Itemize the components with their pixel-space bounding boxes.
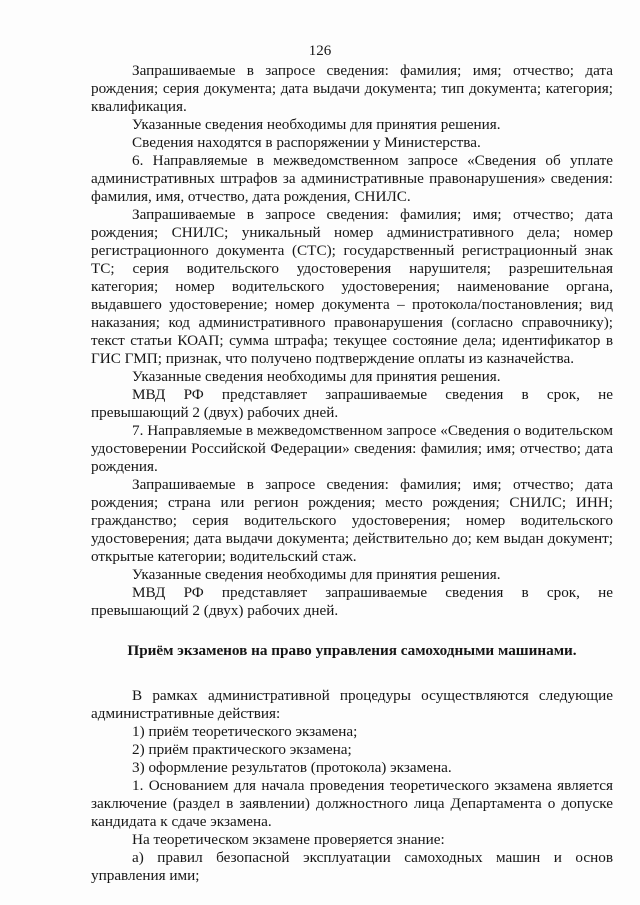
list-item-protocol: 3) оформление результатов (протокола) экзамена. bbox=[132, 759, 452, 776]
paragraph-source-ministry: Сведения находятся в распоряжении у Министерства. bbox=[132, 134, 481, 151]
paragraph-knowledge-checked: На теоретическом экзамене проверяется знание: bbox=[132, 831, 445, 848]
paragraph-purpose-5: Указанные сведения необходимы для принятия решения. bbox=[132, 116, 501, 133]
paragraph-item-7-request: 7. Направляемые в межведомственном запросе «Сведения о водительском удостоверении Российской Федерации» сведения: фамилия; имя; отчество; дата рождения. bbox=[91, 422, 613, 475]
document-body bbox=[91, 62, 613, 885]
paragraph-requested-fields-5: Запрашиваемые в запросе сведения: фамилия; имя; отчество; дата рождения; серия документа; дата выдачи документа; тип документа; категория; квалификация. bbox=[91, 62, 613, 115]
list-item-safety-rules: а) правил безопасной эксплуатации самоходных машин и основ управления ими; bbox=[91, 849, 613, 884]
list-item-theory-exam: 1) приём теоретического экзамена; bbox=[132, 723, 358, 740]
paragraph-deadline-6: МВД РФ представляет запрашиваемые сведения в срок, не превышающий 2 (двух) рабочих дней. bbox=[91, 386, 613, 421]
paragraph-requested-fields-7: Запрашиваемые в запросе сведения: фамилия; имя; отчество; дата рождения; страна или регион рождения; место рождения; СНИЛС; ИНН; гражданство; серия водительского удостоверения; номер водительского удостоверения; дата выдачи документа; действительно до; кем выдан документ; открытые категории; водительский стаж. bbox=[91, 476, 613, 565]
paragraph-deadline-7: МВД РФ представляет запрашиваемые сведения в срок, не превышающий 2 (двух) рабочих дней. bbox=[91, 584, 613, 619]
paragraph-purpose-6: Указанные сведения необходимы для принятия решения. bbox=[132, 368, 501, 385]
paragraph-purpose-7: Указанные сведения необходимы для принятия решения. bbox=[132, 566, 501, 583]
paragraph-intro-actions: В рамках административной процедуры осуществляются следующие административные действия: bbox=[91, 687, 613, 722]
paragraph-item-6-request: 6. Направляемые в межведомственном запросе «Сведения об уплате административных штрафов за административные правонарушения» сведения: фамилия, имя, отчество, дата рождения, СНИЛС. bbox=[91, 152, 613, 205]
paragraph-requested-fields-6: Запрашиваемые в запросе сведения: фамилия; имя; отчество; дата рождения; СНИЛС; уникальный номер административного дела; номер регистрационного документа (СТС); государственный регистрационный знак ТС; серия водительского удостоверения нарушителя; разрешительная категория; номер водительского удостоверения; наименование органа, выдавшего удостоверение; номер документа – протокола/постановления; вид наказания; код административного правонарушения (согласно справочнику); текст статьи КОАП; сумма штрафа; текущее состояние дела; идентификатор в ГИС ГМП; признак, что получено подтверждение оплаты из казначейства. bbox=[91, 206, 613, 367]
section-heading: Приём экзаменов на право управления самоходными машинами. bbox=[127, 642, 577, 659]
list-item-practical-exam: 2) приём практического экзамена; bbox=[132, 741, 352, 758]
page-number: 126 bbox=[308, 43, 332, 59]
paragraph-basis-theory-exam: 1. Основанием для начала проведения теоретического экзамена является заключение (раздел в заявлении) должностного лица Департамента о допуске кандидата к сдаче экзамена. bbox=[91, 777, 613, 830]
